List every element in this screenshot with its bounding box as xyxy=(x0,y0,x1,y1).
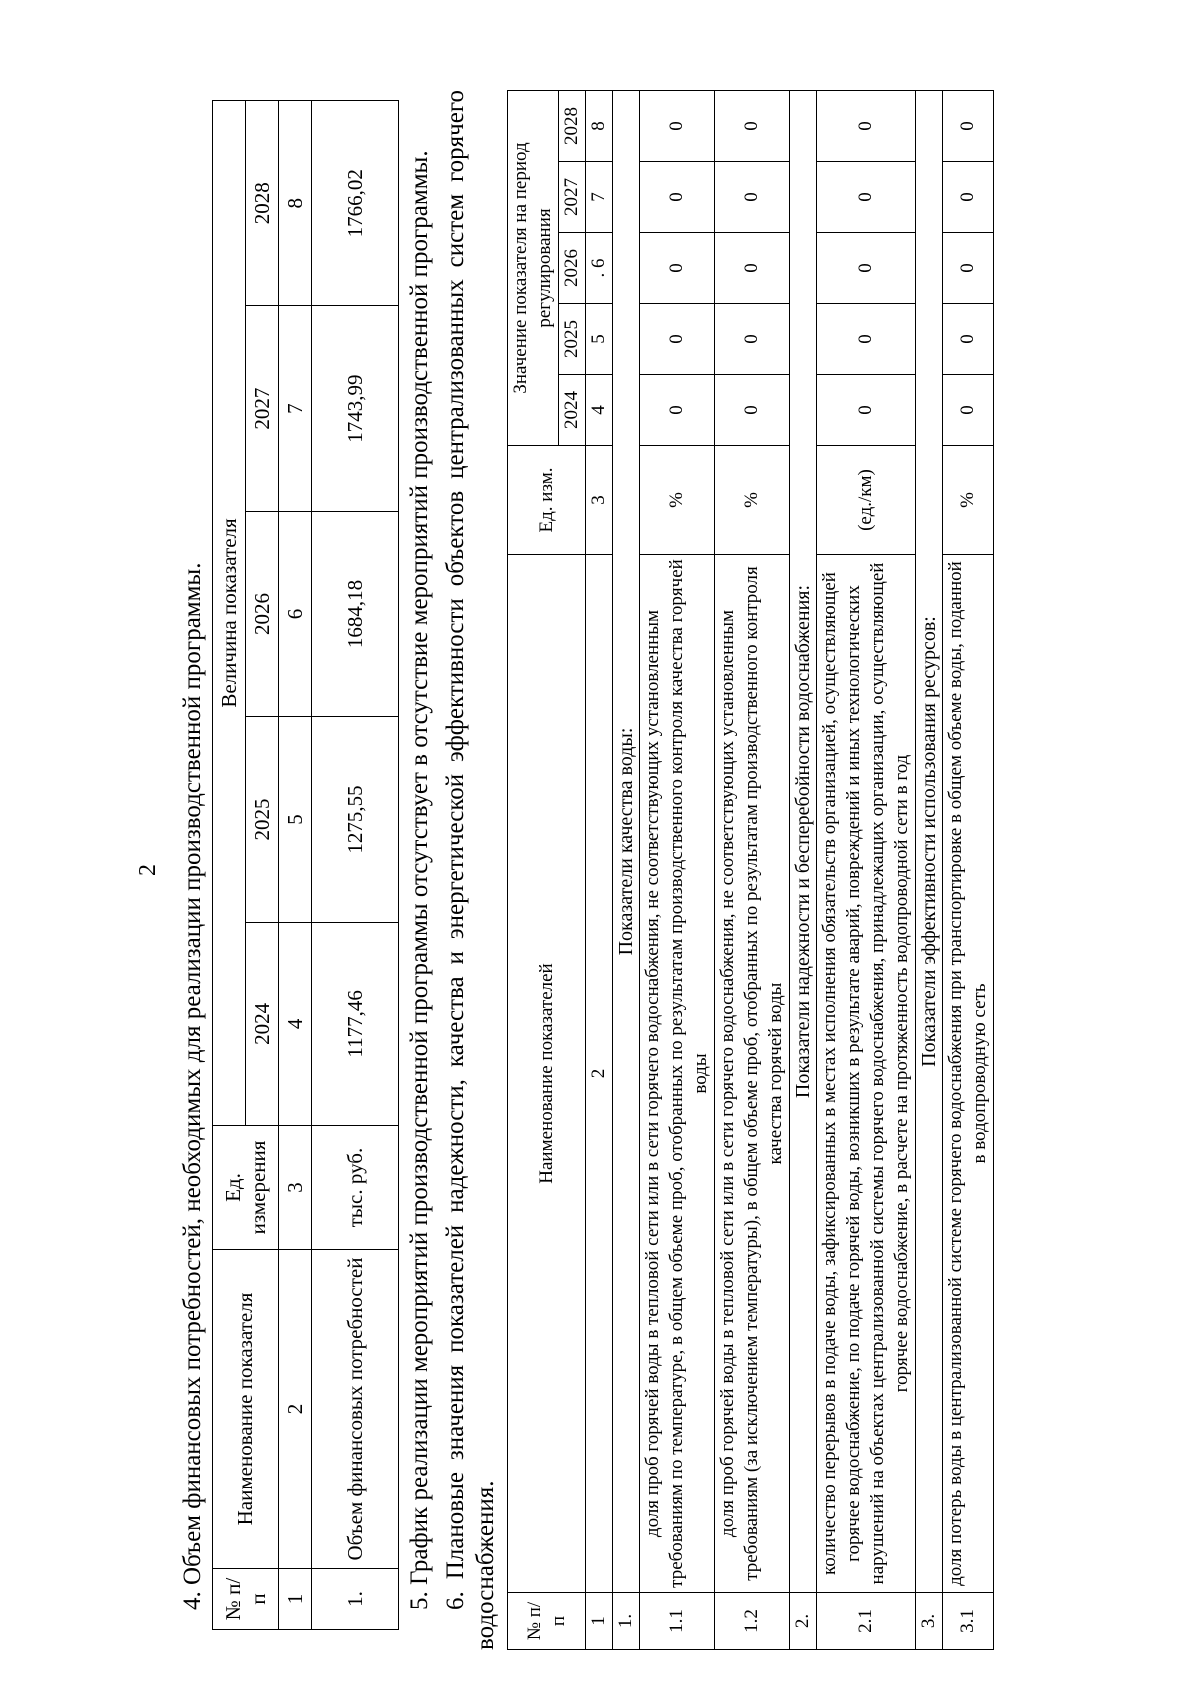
row-value: 0 xyxy=(817,375,916,446)
row-unit: % xyxy=(715,446,790,555)
col-number: 7 xyxy=(586,162,613,233)
row-value: 0 xyxy=(817,91,916,162)
row-unit: % xyxy=(943,446,994,555)
header-year: 2025 xyxy=(246,717,279,922)
col-number: 4 xyxy=(279,922,312,1125)
row-num: 1. xyxy=(312,1569,399,1630)
row-value: 0 xyxy=(640,91,715,162)
row-num: 2.1 xyxy=(817,1593,916,1650)
header-unit: Ед. измерения xyxy=(213,1126,279,1250)
row-value: 0 xyxy=(640,162,715,233)
col-number: 3 xyxy=(586,446,613,555)
table-row xyxy=(817,91,916,1650)
section-title: Показатели эффективности использования ресурсов: xyxy=(916,91,943,1593)
col-number: 2 xyxy=(586,555,613,1593)
row-unit: % xyxy=(640,446,715,555)
row-name: доля потерь воды в централизованной системе горячего водоснабжения при транспортировке в общем объеме воды, поданной в водопроводную сеть xyxy=(943,555,994,1593)
row-name: доля проб горячей воды в тепловой сети или в сети горячего водоснабжения, не соответствующих установленным требованиям (за исключением температуры), в общем объеме проб, отобранных по результатам производственного контроля качества горячей воды xyxy=(715,555,790,1593)
row-value: 0 xyxy=(943,304,994,375)
col-number: 8 xyxy=(279,101,312,306)
table-row xyxy=(640,91,715,1650)
section-num: 2. xyxy=(790,1593,817,1650)
header-year: 2024 xyxy=(246,922,279,1125)
row-value: 0 xyxy=(943,162,994,233)
col-number: 2 xyxy=(279,1250,312,1569)
section-row xyxy=(916,91,943,1650)
row-value: 0 xyxy=(640,375,715,446)
row-value: 0 xyxy=(817,233,916,304)
row-unit: (ед./км) xyxy=(817,446,916,555)
header-num: № п/п xyxy=(508,1593,586,1650)
section-title: Показатели надежности и бесперебойности водоснабжения: xyxy=(790,91,817,1593)
section-row xyxy=(790,91,817,1650)
row-value: 0 xyxy=(640,233,715,304)
row-value: 0 xyxy=(640,304,715,375)
header-year: 2028 xyxy=(246,101,279,306)
header-year: 2027 xyxy=(246,306,279,511)
section5-paragraph xyxy=(405,90,435,1650)
header-year: 2028 xyxy=(559,91,586,162)
rotated-page xyxy=(130,90,1180,1650)
row-value: 0 xyxy=(943,91,994,162)
section-num: 3. xyxy=(916,1593,943,1650)
header-year: 2025 xyxy=(559,304,586,375)
col-number: 7 xyxy=(279,306,312,511)
header-group: Значение показателя на период регулирования xyxy=(508,91,559,446)
col-number: 1 xyxy=(279,1569,312,1630)
section-num: 1. xyxy=(613,1593,640,1650)
row-value: 1177,46 xyxy=(312,922,399,1125)
row-name: Объем финансовых потребностей xyxy=(312,1250,399,1569)
header-year: 2026 xyxy=(246,511,279,716)
row-name: количество перерывов в подаче воды, зафиксированных в местах исполнения обязательств организацией, осуществляющей горячее водоснабжение, по подаче горячей воды, возникших в результате аварий, повреждений и иных технологических нарушений на объектах централизованной системы горячего водоснабжения, принадлежащих организации, осуществляющей горячее водоснабжение, в расчете на протяженность водопроводной сети в год xyxy=(817,555,916,1593)
header-year: 2027 xyxy=(559,162,586,233)
col-number: 5 xyxy=(279,717,312,922)
indicators-table xyxy=(507,90,994,1650)
table-row xyxy=(312,101,399,1630)
row-value: 0 xyxy=(817,162,916,233)
header-group: Величина показателя xyxy=(213,101,246,1126)
header-unit: Ед. изм. xyxy=(508,446,586,555)
row-value: 1684,18 xyxy=(312,511,399,716)
col-number: 8 xyxy=(586,91,613,162)
header-year: 2026 xyxy=(559,233,586,304)
header-year: 2024 xyxy=(559,375,586,446)
row-value: 0 xyxy=(943,375,994,446)
col-number: 4 xyxy=(586,375,613,446)
page-content xyxy=(178,90,994,1650)
row-value: 0 xyxy=(943,233,994,304)
section-row xyxy=(613,91,640,1650)
row-name: доля проб горячей воды в тепловой сети или в сети горячего водоснабжения, не соответствующих установленным требованиям по температуре, в общем объеме проб, отобранных по результатам производственного контроля качества горячей воды xyxy=(640,555,715,1593)
header-name: Наименование показателей xyxy=(508,555,586,1593)
row-num: 1.1 xyxy=(640,1593,715,1650)
row-value: 0 xyxy=(715,233,790,304)
row-unit: тыс. руб. xyxy=(312,1126,399,1250)
section4-heading: 4. Объем финансовых потребностей, необходимых для реализации производственной программы. xyxy=(179,562,206,1610)
row-value: 1743,99 xyxy=(312,306,399,511)
section6-text: 6. Плановые значения показателей надежности, качества и энергетической эффективности объектов централизованных систем горячего водоснабжения. xyxy=(442,90,499,1650)
table-row xyxy=(943,91,994,1650)
col-number: 1 xyxy=(586,1593,613,1650)
row-value: 0 xyxy=(715,375,790,446)
section-title: Показатели качества воды: xyxy=(613,91,640,1593)
row-value: 1275,55 xyxy=(312,717,399,922)
row-value: 0 xyxy=(715,162,790,233)
row-num: 3.1 xyxy=(943,1593,994,1650)
row-value: 0 xyxy=(715,91,790,162)
row-value: 0 xyxy=(715,304,790,375)
col-number: 5 xyxy=(586,304,613,375)
financial-needs-table xyxy=(212,100,399,1630)
col-number: 6 xyxy=(279,511,312,716)
section6-paragraph xyxy=(441,90,501,1650)
section5-text: 5. График реализации мероприятий производственной программы отсутствует в отсутствие мероприятий производственной программы. xyxy=(406,150,433,1610)
col-number: 3 xyxy=(279,1126,312,1250)
row-value: 1766,02 xyxy=(312,101,399,306)
header-name: Наименование показателя xyxy=(213,1250,279,1569)
header-num: № п/п xyxy=(213,1569,279,1630)
row-num: 1.2 xyxy=(715,1593,790,1650)
col-number: . 6 xyxy=(586,233,613,304)
row-value: 0 xyxy=(817,304,916,375)
page-number: 2 xyxy=(135,864,161,876)
table-row xyxy=(715,91,790,1650)
